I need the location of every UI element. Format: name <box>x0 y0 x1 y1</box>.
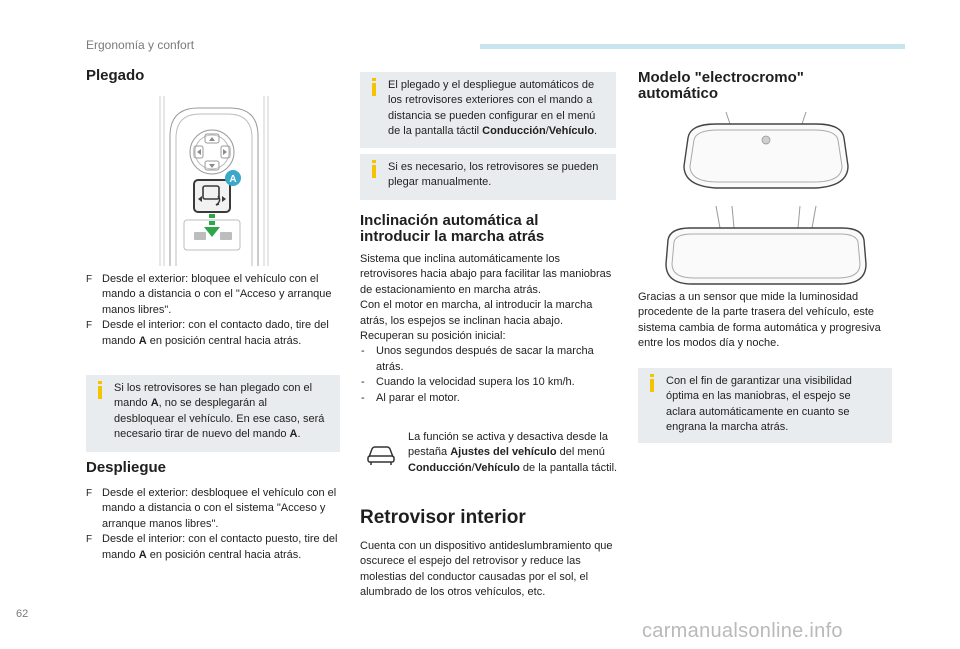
paragraph: Con el motor en marcha, al introducir la marcha atrás, los espejos se inclinan hacia abajo. <box>360 299 593 327</box>
electrochrome-mirror-illustration <box>676 110 856 194</box>
section-header: Ergonomía y confort <box>86 38 195 52</box>
paragraph: Recuperan su posición inicial: <box>360 330 506 343</box>
inclination-heading: Inclinación automática al introducir la marcha atrás <box>360 212 545 245</box>
car-settings-icon <box>366 444 396 466</box>
despliegue-bullet-list <box>86 486 340 563</box>
header-accent-bar <box>480 44 905 49</box>
page-number: 62 <box>16 608 29 620</box>
list-item: - Al parar el motor. <box>361 391 460 404</box>
plegado-info-note: Si los retrovisores se han plegado con el mando A, no se desplegarán al desbloquear el vehículo. En ese caso, será necesario tirar de nuevo del mando A. <box>86 375 340 452</box>
info-marker-icon <box>647 374 658 392</box>
list-item: F Desde el interior: con el contacto puesto, tire del mando A en posición central hacia atrás. <box>86 533 338 561</box>
interior-mirror-body: Cuenta con un dispositivo antideslumbramiento que oscurece el espejo del retrovisor y reduce las molestias del conductor causadas por el sol, el alumbrado de los otros vehículos, etc. <box>360 540 613 599</box>
control-a-badge: A <box>229 174 237 185</box>
electrochrome-heading: Modelo "electrocromo" automático <box>638 69 804 102</box>
interior-mirror-heading: Retrovisor interior <box>360 507 526 528</box>
restore-conditions-list <box>360 344 618 406</box>
inclination-body <box>360 252 618 406</box>
list-item: F Desde el interior: con el contacto dado, tire del mando A en posición central hacia atrás. <box>86 319 329 347</box>
list-item: F Desde el exterior: desbloquee el vehículo con el mando a distancia o con el sistema "Acceso y arranque manos libres". <box>86 487 337 530</box>
electrochrome-mirror-wide-illustration <box>660 204 872 288</box>
manual-fold-info-note: Si es necesario, los retrovisores se pueden plegar manualmente. <box>360 154 616 200</box>
mirror-control-diagram <box>158 96 270 266</box>
electrochrome-body: Gracias a un sensor que mide la luminosidad procedente de la parte trasera del vehículo, este sistema cambia de forma automática y progresiva entre los modos día y noche. <box>638 291 881 350</box>
car-settings-note: La función se activa y desactiva desde la pestaña Ajustes del vehículo del menú Conducción/Vehículo de la pantalla táctil. <box>408 431 618 474</box>
info-marker-icon <box>369 160 380 178</box>
info-marker-icon <box>369 78 380 96</box>
plegado-heading: Plegado <box>86 67 145 84</box>
list-item: - Cuando la velocidad supera los 10 km/h. <box>361 376 575 389</box>
list-item: F Desde el exterior: bloquee el vehículo con el mando a distancia o con el "Acceso y arranque manos libres". <box>86 273 332 316</box>
paragraph: Sistema que inclina automáticamente los retrovisores hacia abajo para facilitar las maniobras de estacionamiento en marcha atrás. <box>360 253 612 296</box>
info-marker-icon <box>95 381 106 399</box>
plegado-bullet-list <box>86 272 340 349</box>
auto-fold-info-note: El plegado y el despliegue automáticos de los retrovisores exteriores con el mando a distancia se pueden configurar en el menú de la pantalla táctil Conducción/Vehículo. <box>360 72 616 148</box>
despliegue-heading: Despliegue <box>86 459 167 476</box>
watermark: carmanualsonline.info <box>642 620 843 642</box>
list-item: - Unos segundos después de sacar la marcha atrás. <box>361 345 594 373</box>
reverse-gear-info-note: Con el fin de garantizar una visibilidad óptima en las maniobras, el espejo se aclara automáticamente en cuanto se engrana la marcha atrás. <box>638 368 892 443</box>
